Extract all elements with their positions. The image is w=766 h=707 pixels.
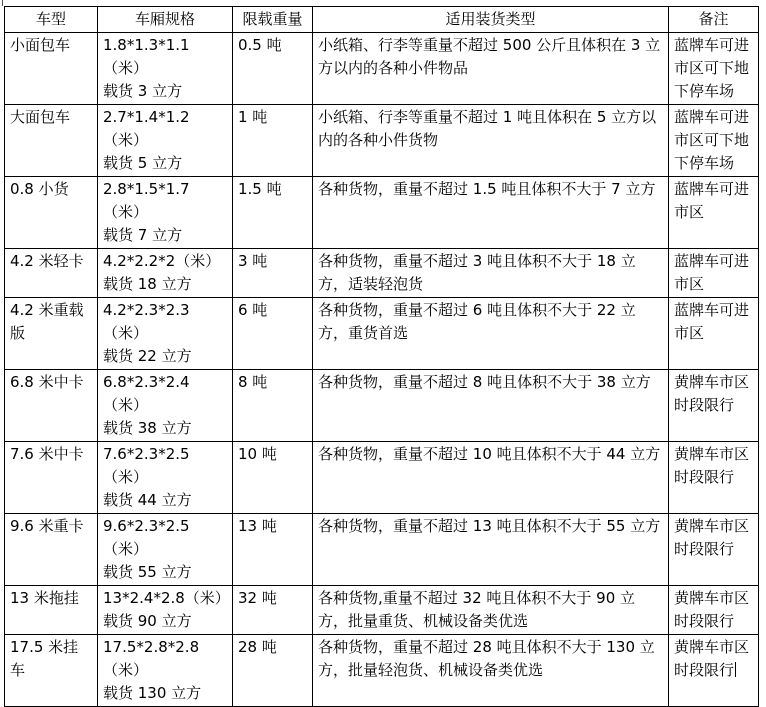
cell-compartment-spec — [98, 370, 233, 442]
cell-vehicle-type: 9.6 米重卡 — [5, 514, 98, 586]
cell-vehicle-type: 13 米拖挂 — [5, 586, 98, 635]
header-compartment-spec: 车厢规格 — [98, 7, 233, 33]
spec-dimensions: 2.7*1.4*1.2（米） — [103, 108, 190, 149]
table-corner-mark — [2, 0, 3, 6]
cell-note — [669, 105, 759, 177]
note-text: 蓝牌车可进市区 — [674, 252, 750, 293]
table-row — [5, 514, 759, 586]
spec-volume: 载货 22 立方 — [103, 347, 192, 365]
spec-dimensions: 6.8*2.3*2.4（米） — [103, 373, 190, 414]
table-row — [5, 177, 759, 249]
note-text: 黄牌车市区时段限行 — [674, 589, 750, 630]
header-cargo-type: 适用装货类型 — [313, 7, 669, 33]
spec-dimensions: 1.8*1.3*1.1（米） — [103, 36, 190, 77]
cell-cargo-type: 各种货物，重量不超过 13 吨且体积不大于 55 立方 — [313, 514, 669, 586]
table-row — [5, 298, 759, 370]
header-note: 备注 — [669, 7, 759, 33]
spec-dimensions: 17.5*2.8*2.8（米） — [103, 638, 200, 679]
spec-volume: 载货 38 立方 — [103, 419, 192, 437]
table-row — [5, 442, 759, 514]
cell-compartment-spec — [98, 514, 233, 586]
cell-load-limit: 8 吨 — [233, 370, 313, 442]
note-text: 黄牌车市区时段限行 — [674, 638, 750, 679]
spec-volume: 载货 7 立方 — [103, 226, 183, 244]
spec-dimensions: 4.2*2.3*2.3（米） — [103, 301, 190, 342]
cell-compartment-spec — [98, 249, 233, 298]
cell-vehicle-type: 4.2 米重载版 — [5, 298, 98, 370]
cell-note — [669, 370, 759, 442]
table-row — [5, 586, 759, 635]
cell-cargo-type: 各种货物，重量不超过 1.5 吨且体积不大于 7 立方 — [313, 177, 669, 249]
cell-note — [669, 249, 759, 298]
header-vehicle-type: 车型 — [5, 7, 98, 33]
cell-cargo-type: 各种货物，重量不超过 6 吨且体积不大于 22 立方，重货首选 — [313, 298, 669, 370]
cell-cargo-type: 小纸箱、行李等重量不超过 1 吨且体积在 5 立方以内的各种小件货物 — [313, 105, 669, 177]
cell-vehicle-type: 6.8 米中卡 — [5, 370, 98, 442]
note-text: 蓝牌车可进市区可下地下停车场 — [674, 36, 750, 100]
spec-volume: 载货 5 立方 — [103, 154, 183, 172]
spec-dimensions: 2.8*1.5*1.7（米） — [103, 180, 190, 221]
cell-load-limit: 10 吨 — [233, 442, 313, 514]
cell-cargo-type: 各种货物，重量不超过 10 吨且体积不大于 44 立方 — [313, 442, 669, 514]
note-text: 蓝牌车可进市区 — [674, 180, 750, 221]
cell-cargo-type: 各种货物，重量不超过 28 吨且体积不大于 130 立方，批量轻泡货、机械设备类优选 — [313, 635, 669, 707]
table-row — [5, 33, 759, 105]
cell-compartment-spec — [98, 586, 233, 635]
spec-dimensions: 9.6*2.3*2.5（米） — [103, 517, 190, 558]
spec-volume: 载货 55 立方 — [103, 563, 192, 581]
cell-compartment-spec — [98, 105, 233, 177]
cell-load-limit: 1 吨 — [233, 105, 313, 177]
header-row — [5, 7, 759, 33]
cell-compartment-spec — [98, 635, 233, 707]
cell-note — [669, 177, 759, 249]
cell-vehicle-type: 7.6 米中卡 — [5, 442, 98, 514]
spec-volume: 载货 18 立方 — [103, 275, 192, 293]
cell-vehicle-type: 大面包车 — [5, 105, 98, 177]
note-text: 黄牌车市区时段限行 — [674, 445, 750, 486]
cell-vehicle-type: 4.2 米轻卡 — [5, 249, 98, 298]
cell-load-limit: 0.5 吨 — [233, 33, 313, 105]
cell-note — [669, 635, 759, 707]
cell-cargo-type: 小纸箱、行李等重量不超过 500 公斤且体积在 3 立方以内的各种小件物品 — [313, 33, 669, 105]
cell-load-limit: 13 吨 — [233, 514, 313, 586]
spec-dimensions: 7.6*2.3*2.5（米） — [103, 445, 190, 486]
cell-compartment-spec — [98, 442, 233, 514]
note-text: 蓝牌车可进市区可下地下停车场 — [674, 108, 750, 172]
table-row — [5, 635, 759, 707]
table-row — [5, 105, 759, 177]
vehicle-spec-table — [4, 6, 759, 707]
note-text: 黄牌车市区时段限行 — [674, 517, 750, 558]
spec-dimensions: 4.2*2.2*2（米） — [103, 252, 221, 270]
cell-load-limit: 32 吨 — [233, 586, 313, 635]
table-row — [5, 249, 759, 298]
spec-volume: 载货 90 立方 — [103, 612, 192, 630]
cell-vehicle-type: 小面包车 — [5, 33, 98, 105]
cell-note — [669, 586, 759, 635]
cell-load-limit: 6 吨 — [233, 298, 313, 370]
cell-cargo-type: 各种货物，重量不超过 3 吨且体积不大于 18 立方，适装轻泡货 — [313, 249, 669, 298]
cell-note — [669, 442, 759, 514]
text-cursor — [735, 662, 736, 677]
cell-note — [669, 514, 759, 586]
spec-volume: 载货 3 立方 — [103, 82, 183, 100]
cell-load-limit: 3 吨 — [233, 249, 313, 298]
cell-note — [669, 33, 759, 105]
header-load-limit: 限载重量 — [233, 7, 313, 33]
cell-compartment-spec — [98, 177, 233, 249]
cell-cargo-type: 各种货物，重量不超过 8 吨且体积不大于 38 立方 — [313, 370, 669, 442]
table-row — [5, 370, 759, 442]
spec-volume: 载货 44 立方 — [103, 491, 192, 509]
spec-dimensions: 13*2.4*2.8（米） — [103, 589, 230, 607]
cell-vehicle-type: 0.8 小货 — [5, 177, 98, 249]
spec-volume: 载货 130 立方 — [103, 684, 202, 702]
cell-note — [669, 298, 759, 370]
cell-cargo-type: 各种货物,重量不超过 32 吨且体积不大于 90 立方，批量重货、机械设备类优选 — [313, 586, 669, 635]
cell-compartment-spec — [98, 298, 233, 370]
note-text: 黄牌车市区时段限行 — [674, 373, 750, 414]
cell-load-limit: 28 吨 — [233, 635, 313, 707]
cell-load-limit: 1.5 吨 — [233, 177, 313, 249]
cell-compartment-spec — [98, 33, 233, 105]
cell-vehicle-type: 17.5 米挂车 — [5, 635, 98, 707]
note-text: 蓝牌车可进市区 — [674, 301, 750, 342]
